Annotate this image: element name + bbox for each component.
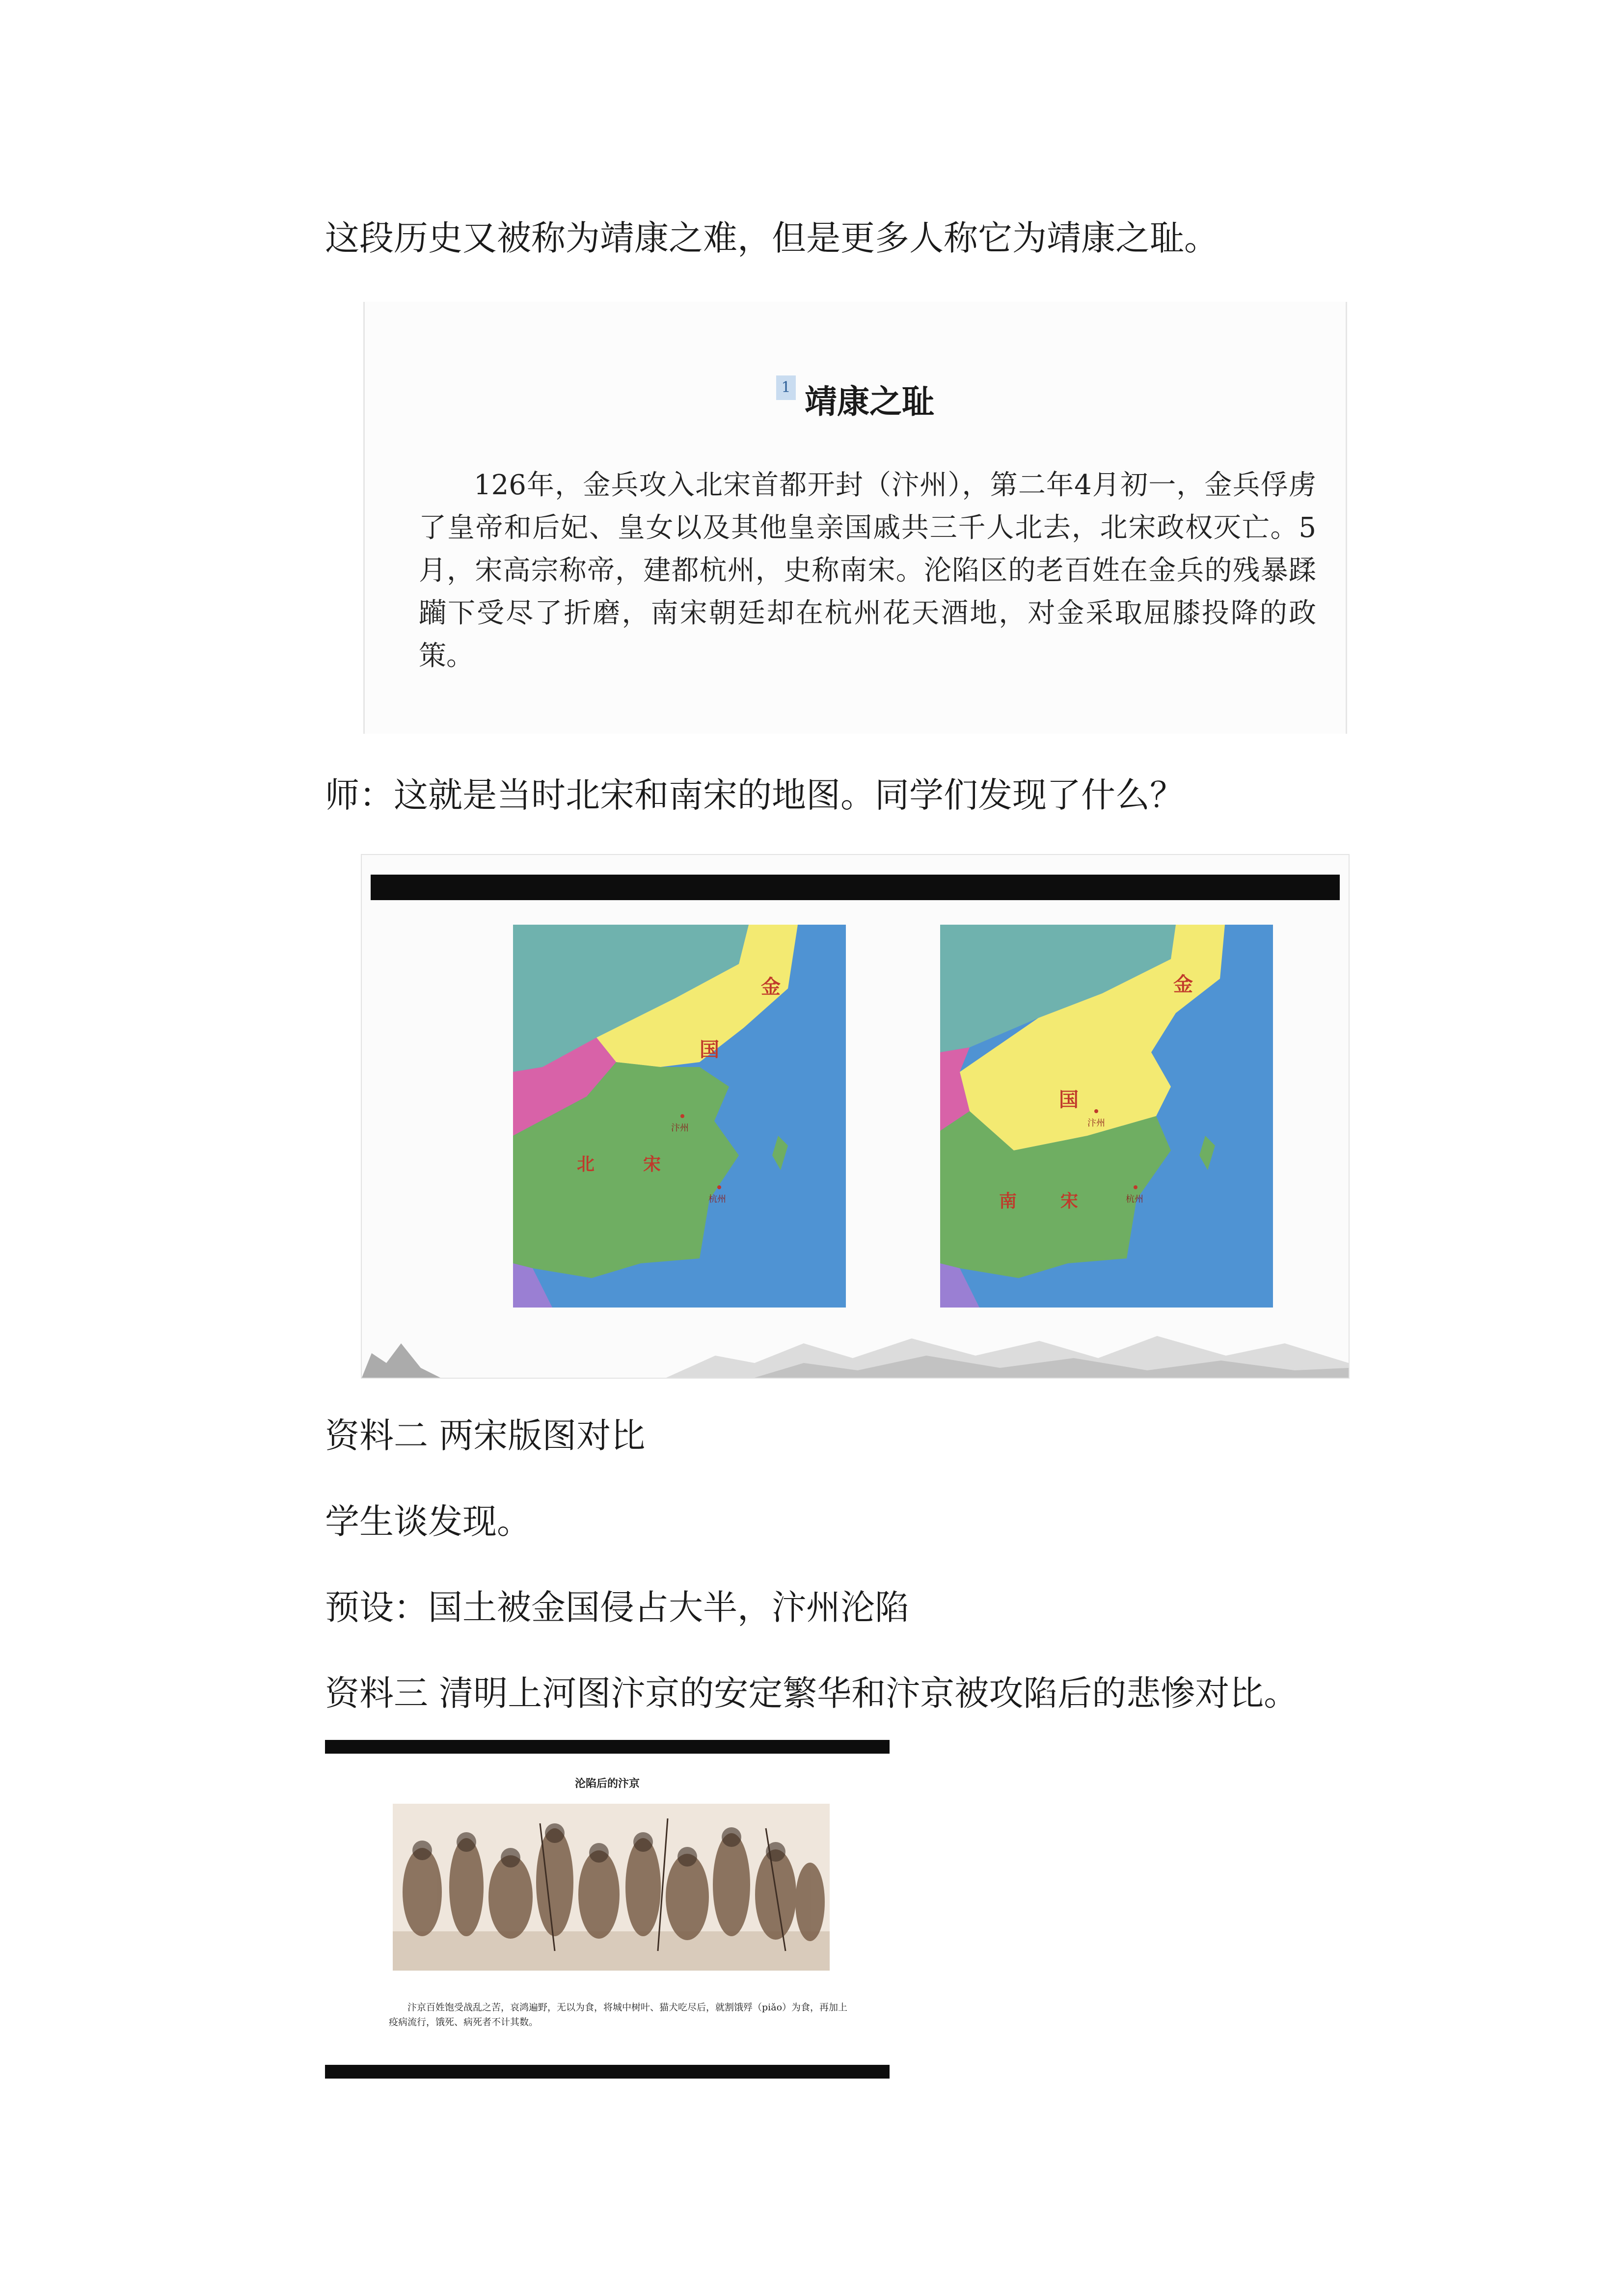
paragraph-presumption: 预设：国土被金国侵占大半，汴州沦陷 (325, 1587, 909, 1628)
illustration-caption: 汴京百姓饱受战乱之苦，哀鸿遍野，无以为食，将城中树叶、猫犬吃尽后，就割饿殍（piǎo）为食，再加上疫病流行，饿死、病死者不计其数。 (389, 2002, 848, 2028)
section-number-badge: 1 (776, 375, 796, 400)
textbook-title: 靖康之耻 (805, 382, 934, 421)
jin-label-2: 国 (700, 1038, 719, 1061)
jin-label-1: 金 (761, 975, 781, 998)
song-label-1: 南 (999, 1191, 1017, 1211)
mountain-decoration (362, 1309, 1349, 1378)
slide-top-bar (325, 1740, 890, 1754)
southern-song-map (940, 925, 1273, 1308)
hangzhou-label: 杭州 (1126, 1194, 1143, 1204)
hangzhou-label: 杭州 (708, 1194, 726, 1204)
song-label-2: 宋 (1060, 1191, 1079, 1211)
paragraph-teacher-question: 师：这就是当时北宋和南宋的地图。同学们发现了什么？ (325, 775, 1184, 815)
paragraph-material-three: 资料三 清明上河图汴京的安定繁华和汴京被攻陷后的悲惨对比。 (325, 1673, 1299, 1713)
fallen-bianjing-illustration (325, 1740, 890, 2079)
jin-label-2: 国 (1059, 1088, 1079, 1111)
jin-label-1: 金 (1173, 973, 1193, 996)
bianzhou-dot (680, 1114, 684, 1118)
slide-bottom-bar (325, 2065, 890, 2079)
textbook-excerpt-image (363, 302, 1347, 734)
illustration-title: 沦陷后的汴京 (574, 1777, 640, 1790)
slide-top-bar (371, 875, 1340, 900)
paragraph-material-two: 资料二 两宋版图对比 (325, 1415, 646, 1456)
bianzhou-dot (1094, 1109, 1098, 1113)
bianzhou-label: 汴州 (671, 1123, 689, 1133)
textbook-heading (365, 375, 1346, 422)
paragraph-student-findings: 学生谈发现。 (325, 1501, 531, 1542)
paragraph-intro: 这段历史又被称为靖康之难，但是更多人称它为靖康之耻。 (325, 218, 1218, 258)
hangzhou-dot (717, 1185, 721, 1189)
song-label-2: 宋 (643, 1154, 661, 1175)
song-label-1: 北 (577, 1154, 595, 1175)
bianzhou-label: 汴州 (1087, 1118, 1105, 1128)
refugees-scene-drawing (393, 1804, 830, 1971)
textbook-body: 126年，金兵攻入北宋首都开封（汴州），第二年4月初一，金兵俘虏了皇帝和后妃、皇女以及其他皇亲国戚共三千人北去，北宋政权灭亡。5月，宋高宗称帝，建都杭州，史称南宋。沦陷区的老百姓在金兵的残暴蹂躏下受尽了折磨，南宋朝廷却在杭州花天酒地，对金采取屈膝投降的政策。 (419, 469, 1316, 672)
northern-song-map (513, 925, 846, 1308)
hangzhou-dot (1134, 1185, 1137, 1189)
song-maps-comparison-image (361, 854, 1350, 1379)
